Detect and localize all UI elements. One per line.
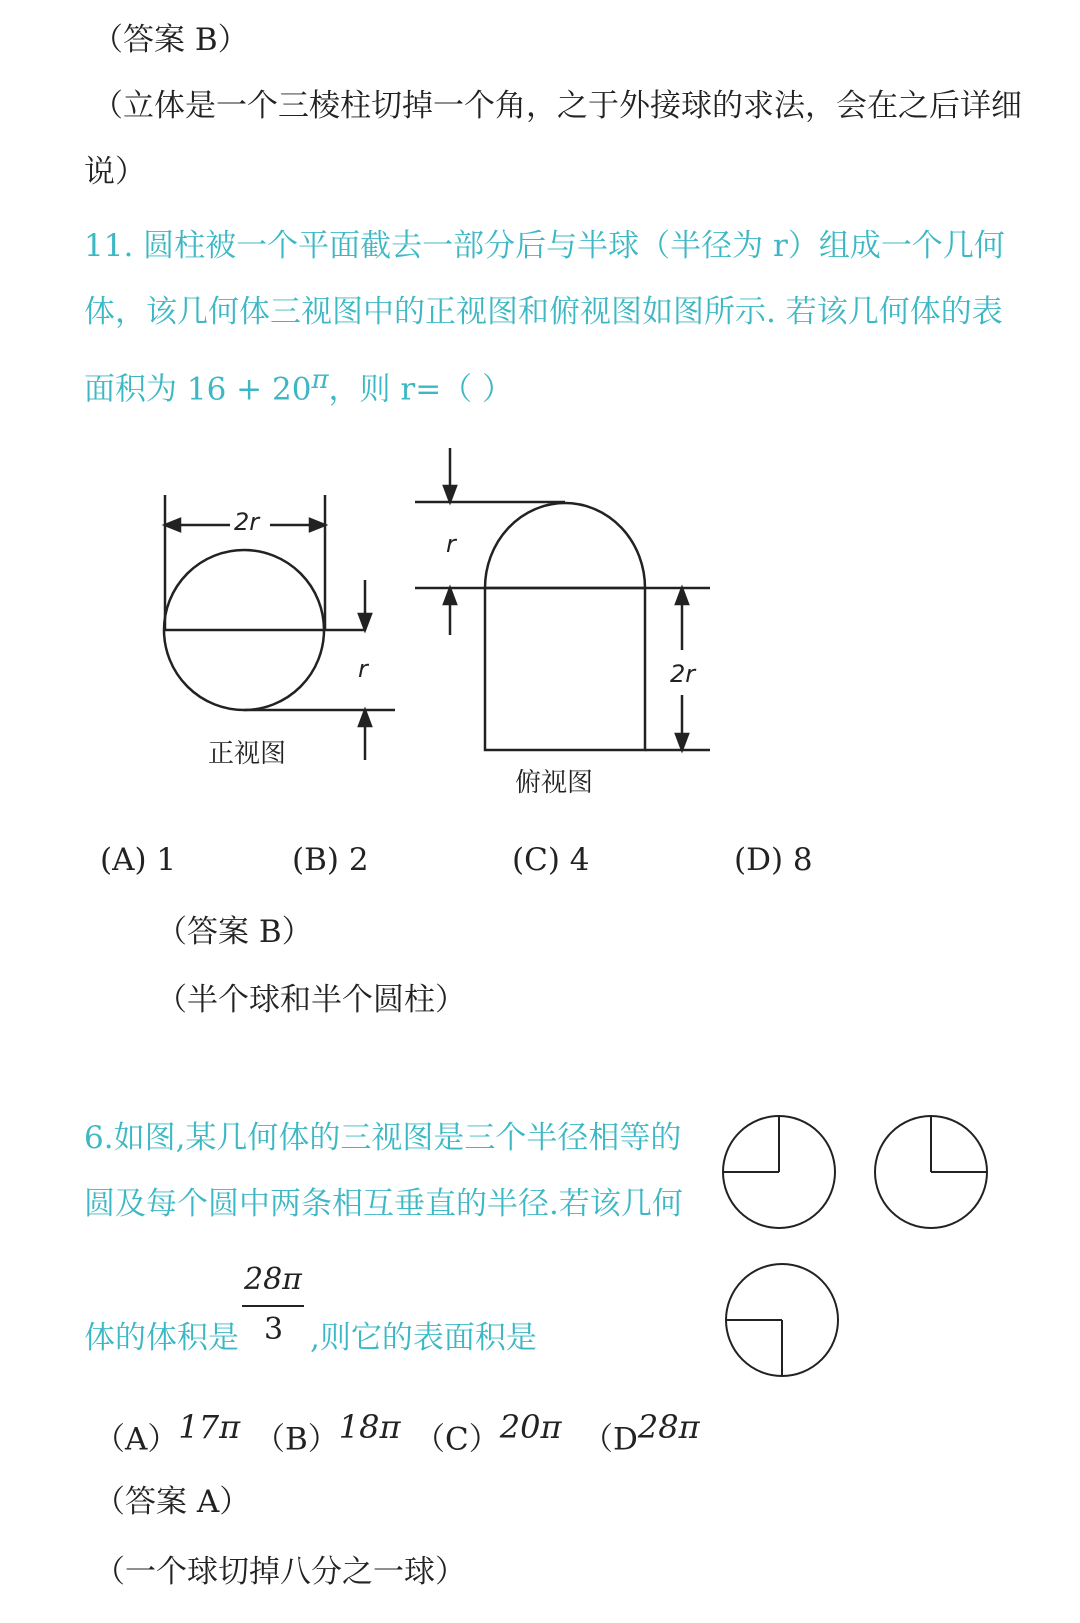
q11-line-1: 11. 圆柱被一个平面截去一部分后与半球（半径为 r）组成一个几何 <box>84 228 1005 264</box>
answer-prev: （答案 B） <box>92 22 249 58</box>
top-view-dome <box>485 503 645 588</box>
label-2r-top: 2r <box>234 508 260 536</box>
q11-line-2: 体，该几何体三视图中的正视图和俯视图如图所示. 若该几何体的表 <box>84 294 1003 330</box>
view-circle-1 <box>723 1116 835 1228</box>
q11-option-c: (C) 4 <box>512 842 590 878</box>
q11-answer: （答案 B） <box>156 914 313 950</box>
q6-answer: （答案 A） <box>94 1484 251 1520</box>
label-r-left: r <box>358 655 368 683</box>
front-view-circle <box>164 550 324 710</box>
front-view-label: 正视图 <box>208 739 287 769</box>
label-2r-right: 2r <box>670 660 696 688</box>
fraction-denominator: 3 <box>264 1312 284 1347</box>
note-prev-1: （立体是一个三棱柱切掉一个角，之于外接球的求法，会在之后详细 <box>92 88 1022 124</box>
q6-line-1: 6.如图,某几何体的三视图是三个半径相等的 <box>84 1120 682 1156</box>
q6-line-3-post: ,则它的表面积是 <box>310 1320 537 1356</box>
q11-line-3: 面积为 $16 + 20^\pi$，则 r=（ ） <box>84 365 514 408</box>
q6-option-b: $(B)^{18\pi}$ <box>254 1408 401 1458</box>
q11-note: （半个球和半个圆柱） <box>156 982 466 1018</box>
q11-option-d: (D) 8 <box>734 842 813 878</box>
q6-note: （一个球切掉八分之一球） <box>94 1554 466 1590</box>
note-prev-2: 说） <box>84 154 146 190</box>
q6-option-a: $(A)^{17\pi}$ <box>94 1408 241 1458</box>
fraction-numerator: 28π <box>244 1262 302 1297</box>
fraction-bar <box>242 1305 304 1307</box>
q11-option-a: (A) 1 <box>100 842 177 878</box>
top-view-label: 俯视图 <box>515 768 594 798</box>
q6-option-c: $(C)^{20\pi}$ <box>414 1408 562 1458</box>
q6-line-3-pre: 体的体积是 <box>84 1320 239 1356</box>
q6-option-d: （$D^{28\pi}$ <box>582 1408 700 1458</box>
q11-option-b: (B) 2 <box>292 842 369 878</box>
top-view-rect <box>485 588 645 750</box>
q6-line-2: 圆及每个圆中两条相互垂直的半径.若该几何 <box>84 1186 683 1222</box>
view-circle-3 <box>726 1264 838 1376</box>
label-r-right: r <box>446 530 456 558</box>
view-circle-2 <box>875 1116 987 1228</box>
